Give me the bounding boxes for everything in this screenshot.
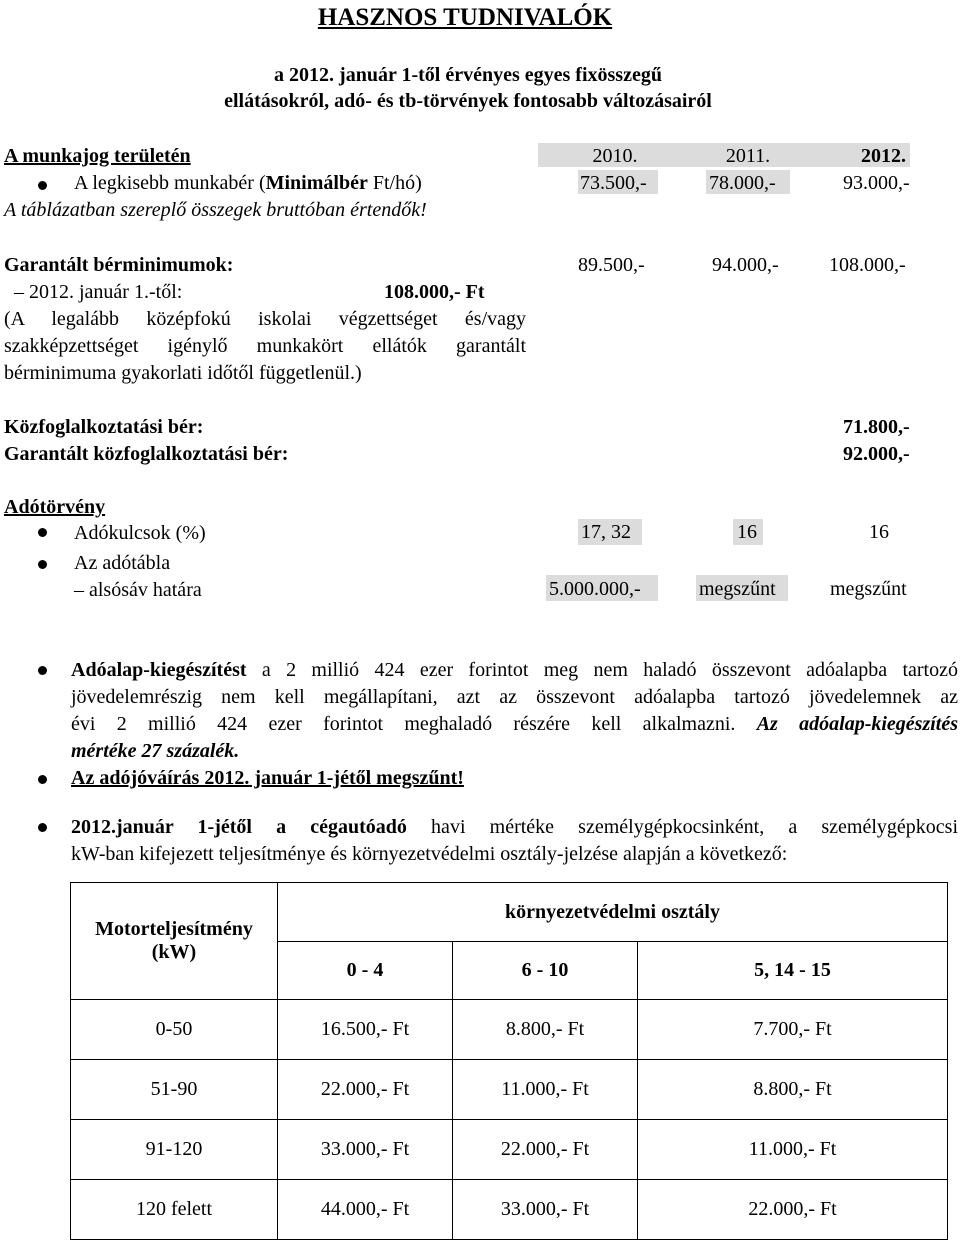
table-row	[71, 1000, 948, 1060]
guaranteed-public-label: Garantált közfoglalkoztatási bér:	[4, 443, 289, 465]
public-wage-value: 71.800,-	[843, 416, 910, 438]
from-date-value: 108.000,- Ft	[384, 281, 485, 303]
guaranteed-2010: 89.500,-	[578, 254, 645, 276]
power-cell: 91-120	[71, 1120, 278, 1180]
tax-cell: 22.000,- Ft	[453, 1120, 638, 1180]
tax-band-2011: megszűnt	[699, 578, 776, 600]
tax-band-2010: 5.000.000,-	[549, 578, 641, 600]
note-line-3: bérminimuma gyakorlati időtől függetlenül.)	[4, 362, 362, 384]
min-wage-2011: 78.000,-	[709, 172, 776, 194]
bullet-icon	[38, 775, 47, 784]
company-car-tax-table	[70, 882, 948, 1240]
tax-cell: 7.700,- Ft	[638, 1000, 948, 1060]
tax-rates-label: Adókulcsok (%)	[74, 522, 206, 544]
surcharge-line-4: mértéke 27 százalék.	[71, 740, 240, 762]
guaranteed-2012: 108.000,-	[829, 254, 906, 276]
tax-band-2012: megszűnt	[830, 578, 907, 600]
env-class-col-3: 5, 14 - 15	[638, 942, 948, 1000]
surcharge-line-1: Adóalap-kiegészítést a 2 millió 424 ezer forintot meg nem haladó összevont adóalapba tartozó	[71, 659, 958, 681]
tax-cell: 8.800,- Ft	[453, 1000, 638, 1060]
env-class-col-2: 6 - 10	[453, 942, 638, 1000]
bullet-icon	[38, 528, 47, 537]
surcharge-line-3: évi 2 millió 424 ezer forintot meghaladó részére kell alkalmazni. Az adóalap-kiegészítés	[71, 713, 959, 735]
tax-band-label: – alsósáv határa	[74, 579, 202, 601]
power-cell: 120 felett	[71, 1180, 278, 1240]
tax-heading: Adótörvény	[4, 496, 106, 518]
guaranteed-public-value: 92.000,-	[843, 443, 910, 465]
table-row	[71, 1060, 948, 1120]
company-car-line-1: 2012.január 1-jétől a cégautóadó havi mértéke személygépkocsinként, a személygépkocsi	[71, 816, 959, 838]
table-row	[71, 1180, 948, 1240]
bullet-icon	[38, 823, 47, 832]
tax-rate-2011: 16	[737, 521, 757, 543]
surcharge-line-2: jövedelemrészig nem kell megállapítani, azt az összevont adóalapba tartozó jövedelemnek az	[71, 686, 958, 708]
public-wage-label: Közfoglalkoztatási bér:	[4, 416, 204, 438]
power-cell: 0-50	[71, 1000, 278, 1060]
year-2012: 2012.	[861, 145, 906, 167]
gross-note: A táblázatban szereplő összegek bruttóban értendők!	[4, 199, 427, 221]
tax-cell: 44.000,- Ft	[278, 1180, 453, 1240]
tax-cell: 11.000,- Ft	[453, 1060, 638, 1120]
subtitle-line-2: ellátásokról, adó- és tb-törvények fontosabb változásairól	[224, 90, 712, 112]
env-class-header: környezetvédelmi osztály	[278, 883, 948, 942]
tax-cell: 22.000,- Ft	[278, 1060, 453, 1120]
env-class-col-1: 0 - 4	[278, 942, 453, 1000]
min-wage-2010: 73.500,-	[580, 172, 647, 194]
subtitle-line-1: a 2012. január 1-től érvényes egyes fixösszegű	[274, 64, 662, 86]
note-line-2: szakképzettséget igénylő munkakört ellátók garantált	[4, 335, 526, 357]
guaranteed-label: Garantált bérminimumok:	[4, 254, 234, 276]
table-row	[71, 1120, 948, 1180]
tax-cell: 11.000,- Ft	[638, 1120, 948, 1180]
bullet-icon	[38, 181, 47, 190]
tax-cell: 33.000,- Ft	[278, 1120, 453, 1180]
power-cell: 51-90	[71, 1060, 278, 1120]
tax-rate-2012: 16	[869, 521, 889, 543]
tax-cell: 8.800,- Ft	[638, 1060, 948, 1120]
bullet-icon	[38, 560, 47, 569]
bullet-icon	[38, 666, 47, 675]
company-car-line-2: kW-ban kifejezett teljesítménye és környezetvédelmi osztály-jelzése alapján a következő:	[71, 843, 788, 865]
min-wage-2012: 93.000,-	[843, 172, 910, 194]
from-date-label: – 2012. január 1.-től:	[14, 281, 183, 303]
tax-credit-note: Az adójóváírás 2012. január 1-jétől megszűnt!	[71, 767, 464, 789]
labor-heading: A munkajog területén	[4, 145, 191, 167]
power-header: Motorteljesítmény (kW)	[71, 883, 278, 1000]
tax-table-label: Az adótábla	[74, 552, 171, 574]
tax-cell: 33.000,- Ft	[453, 1180, 638, 1240]
tax-cell: 16.500,- Ft	[278, 1000, 453, 1060]
year-2010: 2010.	[592, 145, 638, 167]
min-wage-label: A legkisebb munkabér (Minimálbér Ft/hó)	[74, 172, 422, 194]
note-line-1: (A legalább középfokú iskolai végzettséget és/vagy	[4, 308, 526, 330]
tax-rate-2010: 17, 32	[581, 521, 631, 543]
year-2011: 2011.	[725, 145, 771, 167]
page-title: HASZNOS TUDNIVALÓK	[317, 4, 613, 31]
guaranteed-2011: 94.000,-	[712, 254, 779, 276]
tax-cell: 22.000,- Ft	[638, 1180, 948, 1240]
